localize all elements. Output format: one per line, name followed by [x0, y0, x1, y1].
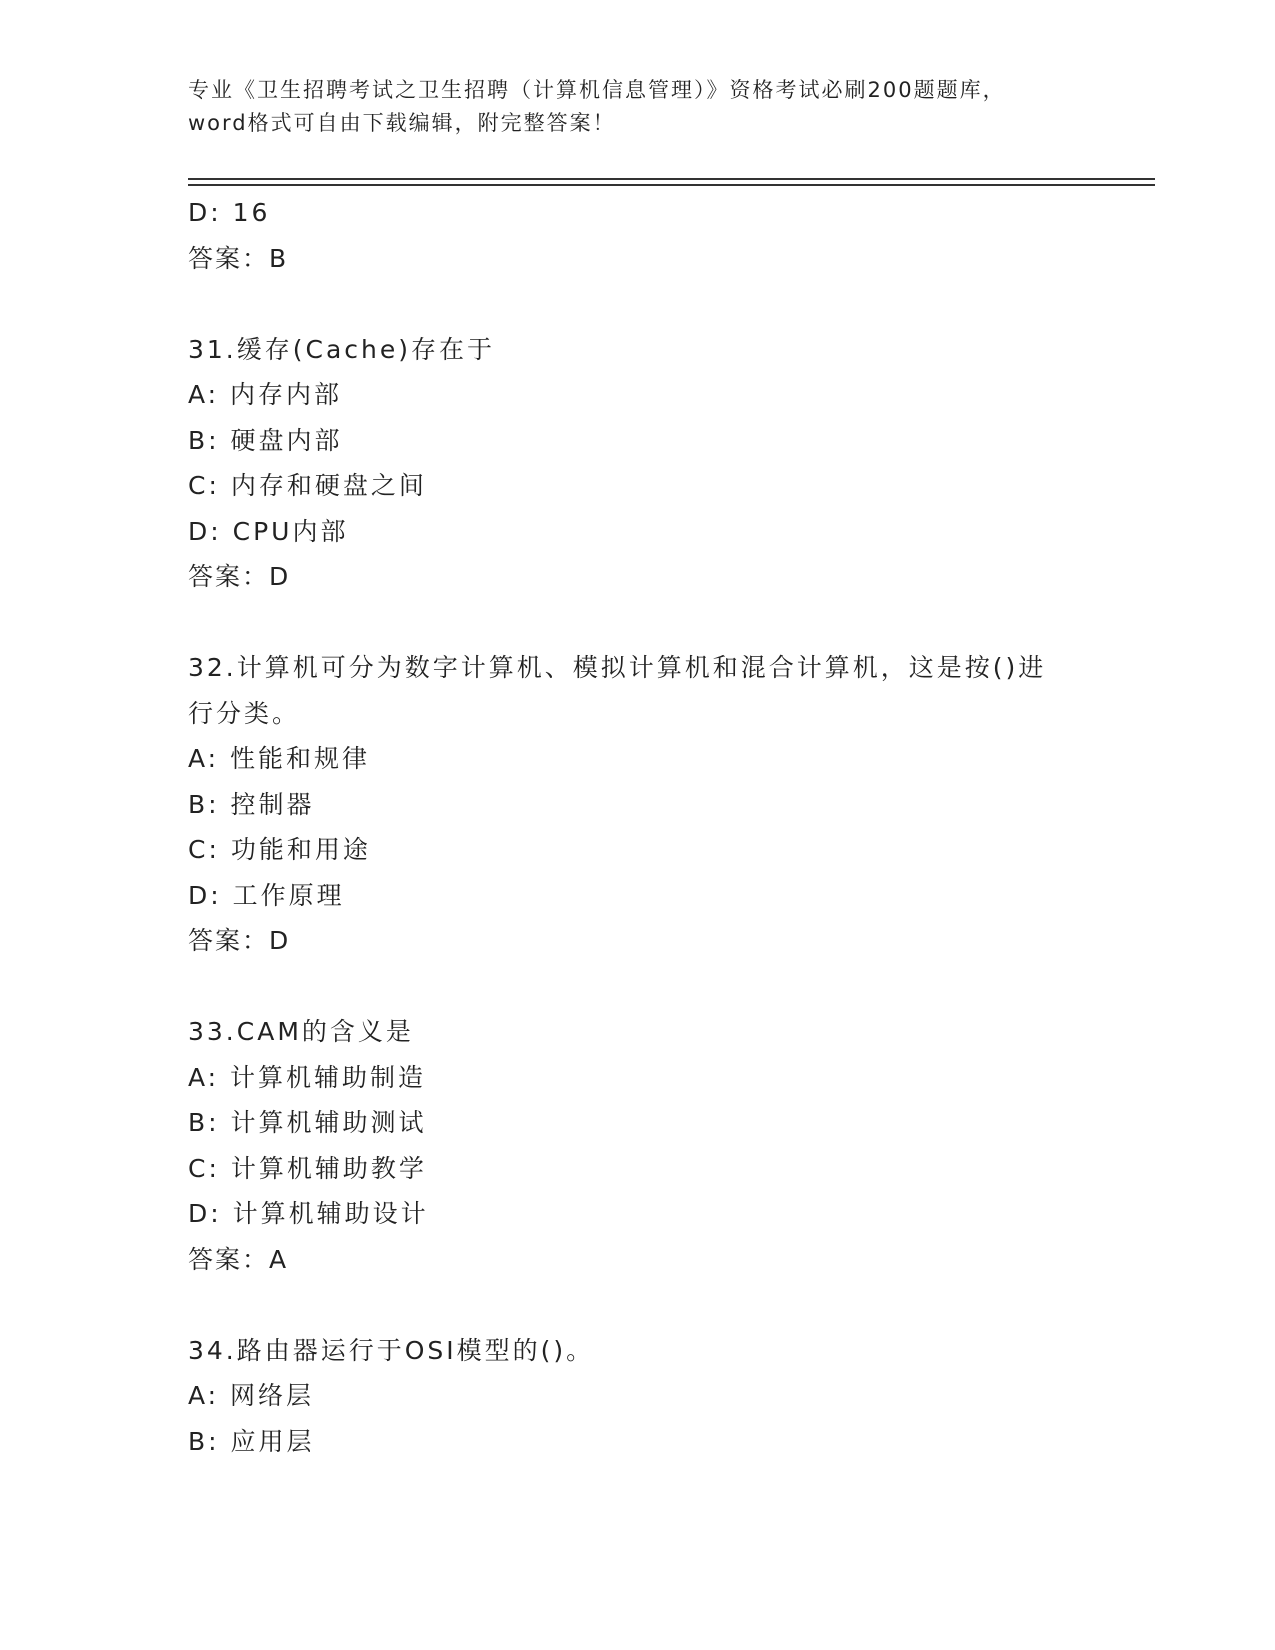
question-stem: 32.计算机可分为数字计算机、模拟计算机和混合计算机，这是按()进行分类。 — [188, 653, 1047, 728]
document-header — [188, 74, 1068, 140]
option-d: D: 计算机辅助设计 — [188, 1199, 429, 1228]
spacer — [188, 964, 1088, 1010]
question-stem: 31.缓存(Cache)存在于 — [188, 334, 496, 364]
spacer — [188, 281, 1088, 327]
question-33 — [188, 1009, 1088, 1282]
option-a: A: 网络层 — [188, 1381, 315, 1410]
question-34 — [188, 1328, 1088, 1465]
answer: 答案：D — [188, 562, 291, 591]
header-line-2: word格式可自由下载编辑，附完整答案！ — [188, 111, 616, 135]
option-a: A: 计算机辅助制造 — [188, 1062, 427, 1092]
option-c: C: 功能和用途 — [188, 835, 371, 864]
option-d: D: 工作原理 — [188, 880, 345, 910]
answer: 答案：D — [188, 926, 291, 955]
option-b: B: 控制器 — [188, 789, 315, 819]
spacer — [188, 1282, 1088, 1328]
option-b: B: 计算机辅助测试 — [188, 1108, 427, 1137]
question-content — [188, 190, 1088, 1464]
option-a: A: 性能和规律 — [188, 744, 371, 773]
option-b: B: 应用层 — [188, 1426, 315, 1456]
prev-answer: 答案：B — [188, 243, 289, 273]
question-stem: 34.路由器运行于OSI模型的()。 — [188, 1335, 595, 1365]
header-divider-bottom — [188, 184, 1155, 186]
question-31 — [188, 327, 1088, 600]
answer: 答案：A — [188, 1244, 289, 1274]
question-32 — [188, 645, 1088, 964]
question-stem: 33.CAM的含义是 — [188, 1017, 414, 1046]
option-d: D: CPU内部 — [188, 516, 349, 546]
option-c: C: 内存和硬盘之间 — [188, 471, 427, 500]
header-line-1: 专业《卫生招聘考试之卫生招聘（计算机信息管理）》资格考试必刷200题题库， — [188, 78, 1006, 102]
option-a: A: 内存内部 — [188, 380, 343, 409]
option-b: B: 硬盘内部 — [188, 425, 343, 455]
header-divider-top — [188, 178, 1155, 180]
spacer — [188, 600, 1088, 646]
prev-option-d: D: 16 — [188, 198, 271, 227]
option-c: C: 计算机辅助教学 — [188, 1153, 427, 1183]
